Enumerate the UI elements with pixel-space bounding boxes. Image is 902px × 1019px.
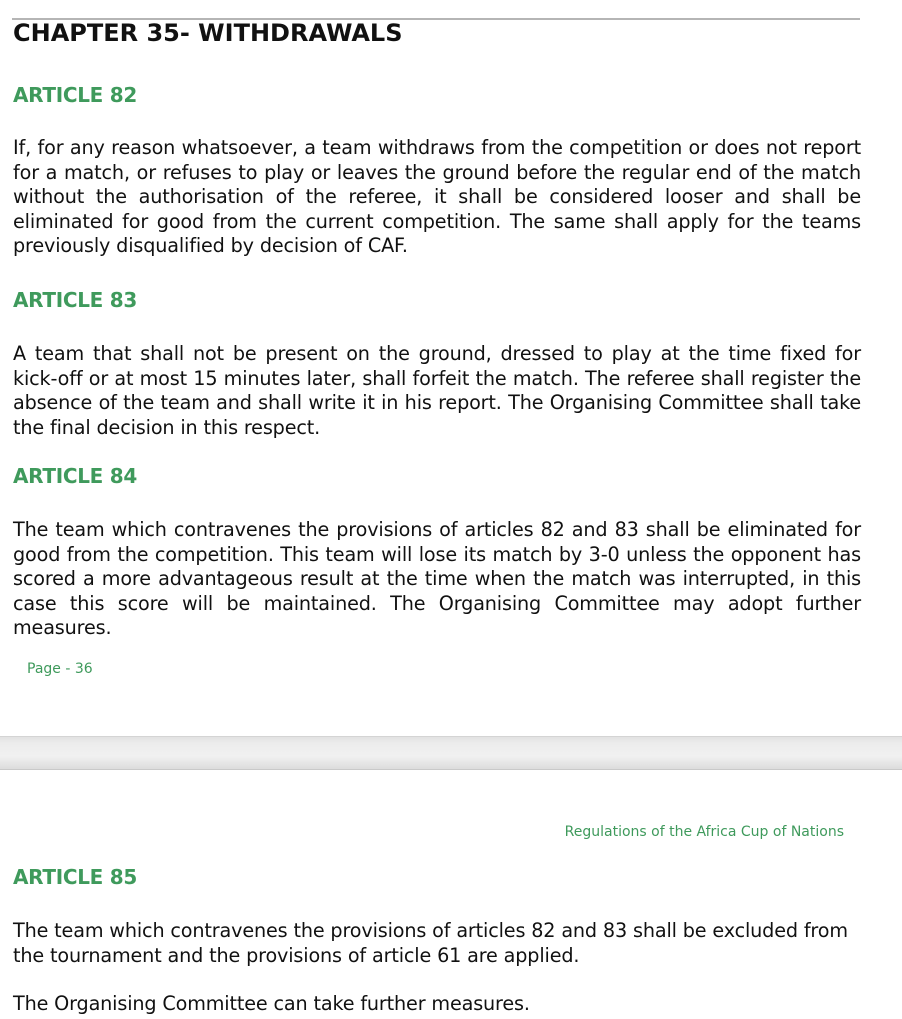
article-84-heading: ARTICLE 84 [13,464,137,488]
page-number: Page - 36 [27,661,93,677]
page-break-divider [0,736,902,770]
article-82-heading: ARTICLE 82 [13,83,137,107]
chapter-title: CHAPTER 35- WITHDRAWALS [13,19,403,47]
article-83-heading: ARTICLE 83 [13,288,137,312]
article-85-text: The team which contravenes the provisions of articles 82 and 83 shall be excluded from the tournament and the provisions of article 61 are applied. [13,919,848,967]
article-82-text: If, for any reason whatsoever, a team withdraws from the competition or does not report for a match, or refuses to play or leaves the ground before the regular end of the match without the authorisation of the referee, it shall be considered looser and shall be eliminated for good from the current competition. The same shall apply for the teams previously disqualified by decision of CAF. [13,136,861,257]
article-83-text: A team that shall not be present on the ground, dressed to play at the time fixed for kick-off or at most 15 minutes later, shall forfeit the match. The referee shall register the absence of the team and shall write it in his report. The Organising Committee shall take the final decision in this respect. [13,342,861,439]
article-85-heading: ARTICLE 85 [13,865,137,889]
article-84-text: The team which contravenes the provisions of articles 82 and 83 shall be eliminated for good from the competition. This team will lose its match by 3-0 unless the opponent has scored a more advantageous result at the time when the match was interrupted, in this case this score will be maintained. The Organising Committee may adopt further measures. [13,518,861,639]
article-85-text-2: The Organising Committee can take further measures. [13,992,530,1015]
running-header: Regulations of the Africa Cup of Nations [564,824,844,840]
